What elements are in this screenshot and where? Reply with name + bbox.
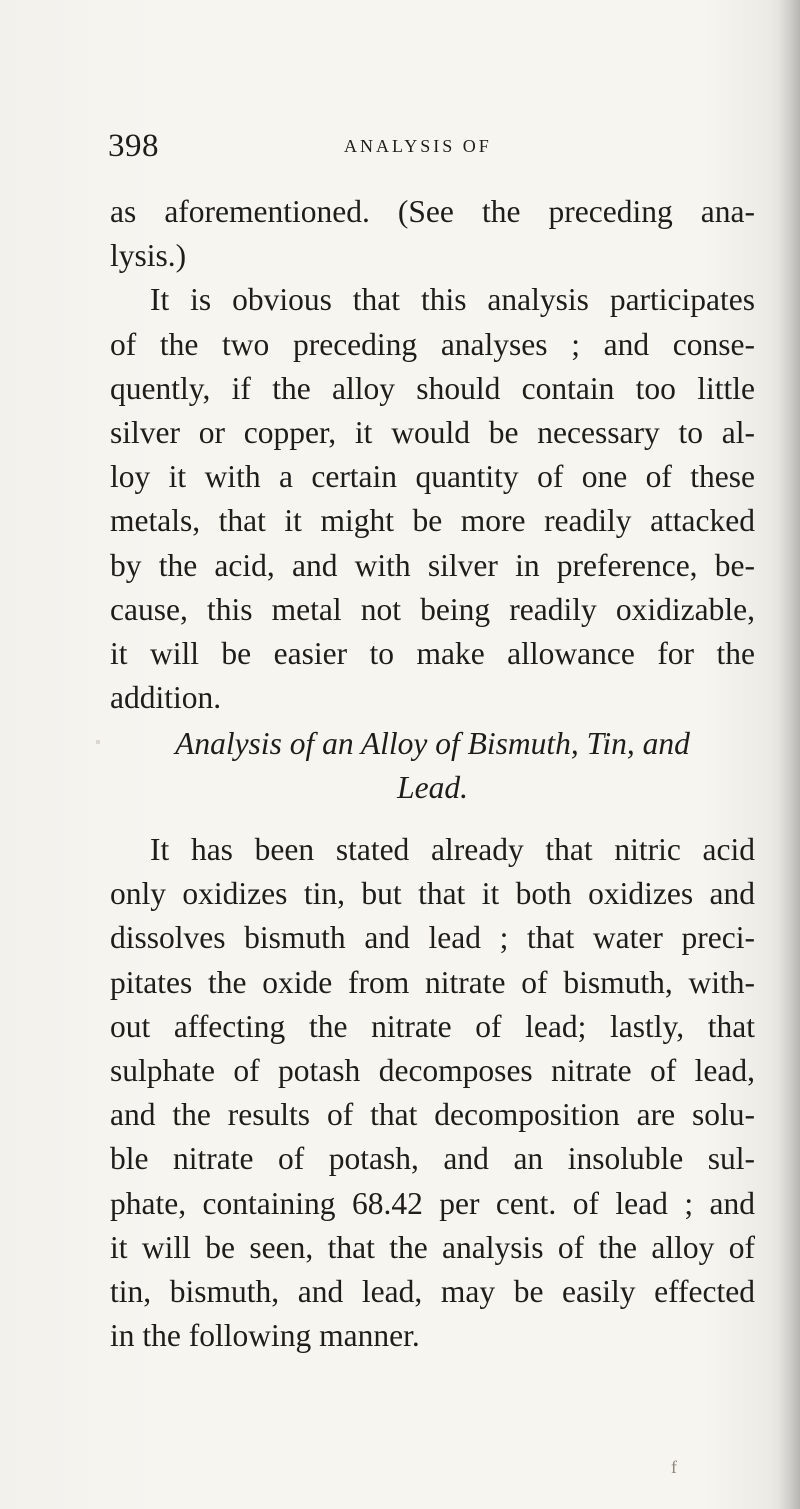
text-line: and the results of that decomposition are solu- bbox=[110, 1097, 755, 1133]
paragraph-continuation bbox=[110, 190, 755, 278]
text-block-1 bbox=[110, 190, 755, 720]
text-line: in the following manner. bbox=[110, 1318, 420, 1354]
text-line: It has been stated already that nitric acid bbox=[150, 832, 755, 867]
text-line: quently, if the alloy should contain too little bbox=[110, 370, 755, 406]
text-line: cause, this metal not being readily oxidizable, bbox=[110, 591, 755, 627]
text-line: it will be easier to make allowance for the bbox=[110, 636, 755, 672]
text-line: it will be seen, that the analysis of the alloy of bbox=[110, 1229, 755, 1265]
text-line: lysis.) bbox=[110, 238, 187, 274]
text-line: dissolves bismuth and lead ; that water preci- bbox=[110, 920, 755, 956]
text-line: only oxidizes tin, but that it both oxidizes and bbox=[110, 876, 755, 912]
text-block-2 bbox=[110, 828, 755, 1358]
text-line: phate, containing 68.42 per cent. of lead ; and bbox=[110, 1185, 755, 1221]
page-edge-shadow bbox=[778, 0, 800, 1509]
text-line: addition. bbox=[110, 680, 222, 716]
text-line: ble nitrate of potash, and an insoluble sul- bbox=[110, 1141, 755, 1177]
text-line: It is obvious that this analysis participates bbox=[150, 282, 755, 318]
text-line: pitates the oxide from nitrate of bismuth, with- bbox=[110, 964, 755, 1000]
text-line: as aforementioned. (See the preceding ana- bbox=[110, 194, 755, 229]
heading-line: Analysis of an Alloy of Bismuth, Tin, and bbox=[175, 726, 690, 761]
text-line: out affecting the nitrate of lead; lastly, that bbox=[110, 1008, 755, 1044]
section-heading bbox=[110, 722, 755, 810]
paragraph-nitric-acid bbox=[110, 828, 755, 1358]
paragraph-obvious bbox=[110, 278, 755, 720]
running-head: ANALYSIS OF bbox=[344, 136, 492, 156]
paper-speck bbox=[96, 740, 100, 744]
text-line: sulphate of potash decomposes nitrate of lead, bbox=[110, 1053, 755, 1089]
page-number: 398 bbox=[108, 128, 159, 164]
text-line: metals, that it might be more readily attacked bbox=[110, 503, 755, 539]
text-line: tin, bismuth, and lead, may be easily effected bbox=[110, 1274, 755, 1310]
page-header bbox=[108, 128, 668, 168]
text-line: of the two preceding analyses ; and conse- bbox=[110, 326, 755, 362]
text-line: by the acid, and with silver in preference, be- bbox=[110, 547, 755, 583]
footer-mark: f bbox=[671, 1457, 677, 1477]
heading-line: Lead. bbox=[397, 770, 468, 805]
text-line: loy it with a certain quantity of one of these bbox=[110, 459, 755, 495]
text-line: silver or copper, it would be necessary to al- bbox=[110, 415, 755, 451]
